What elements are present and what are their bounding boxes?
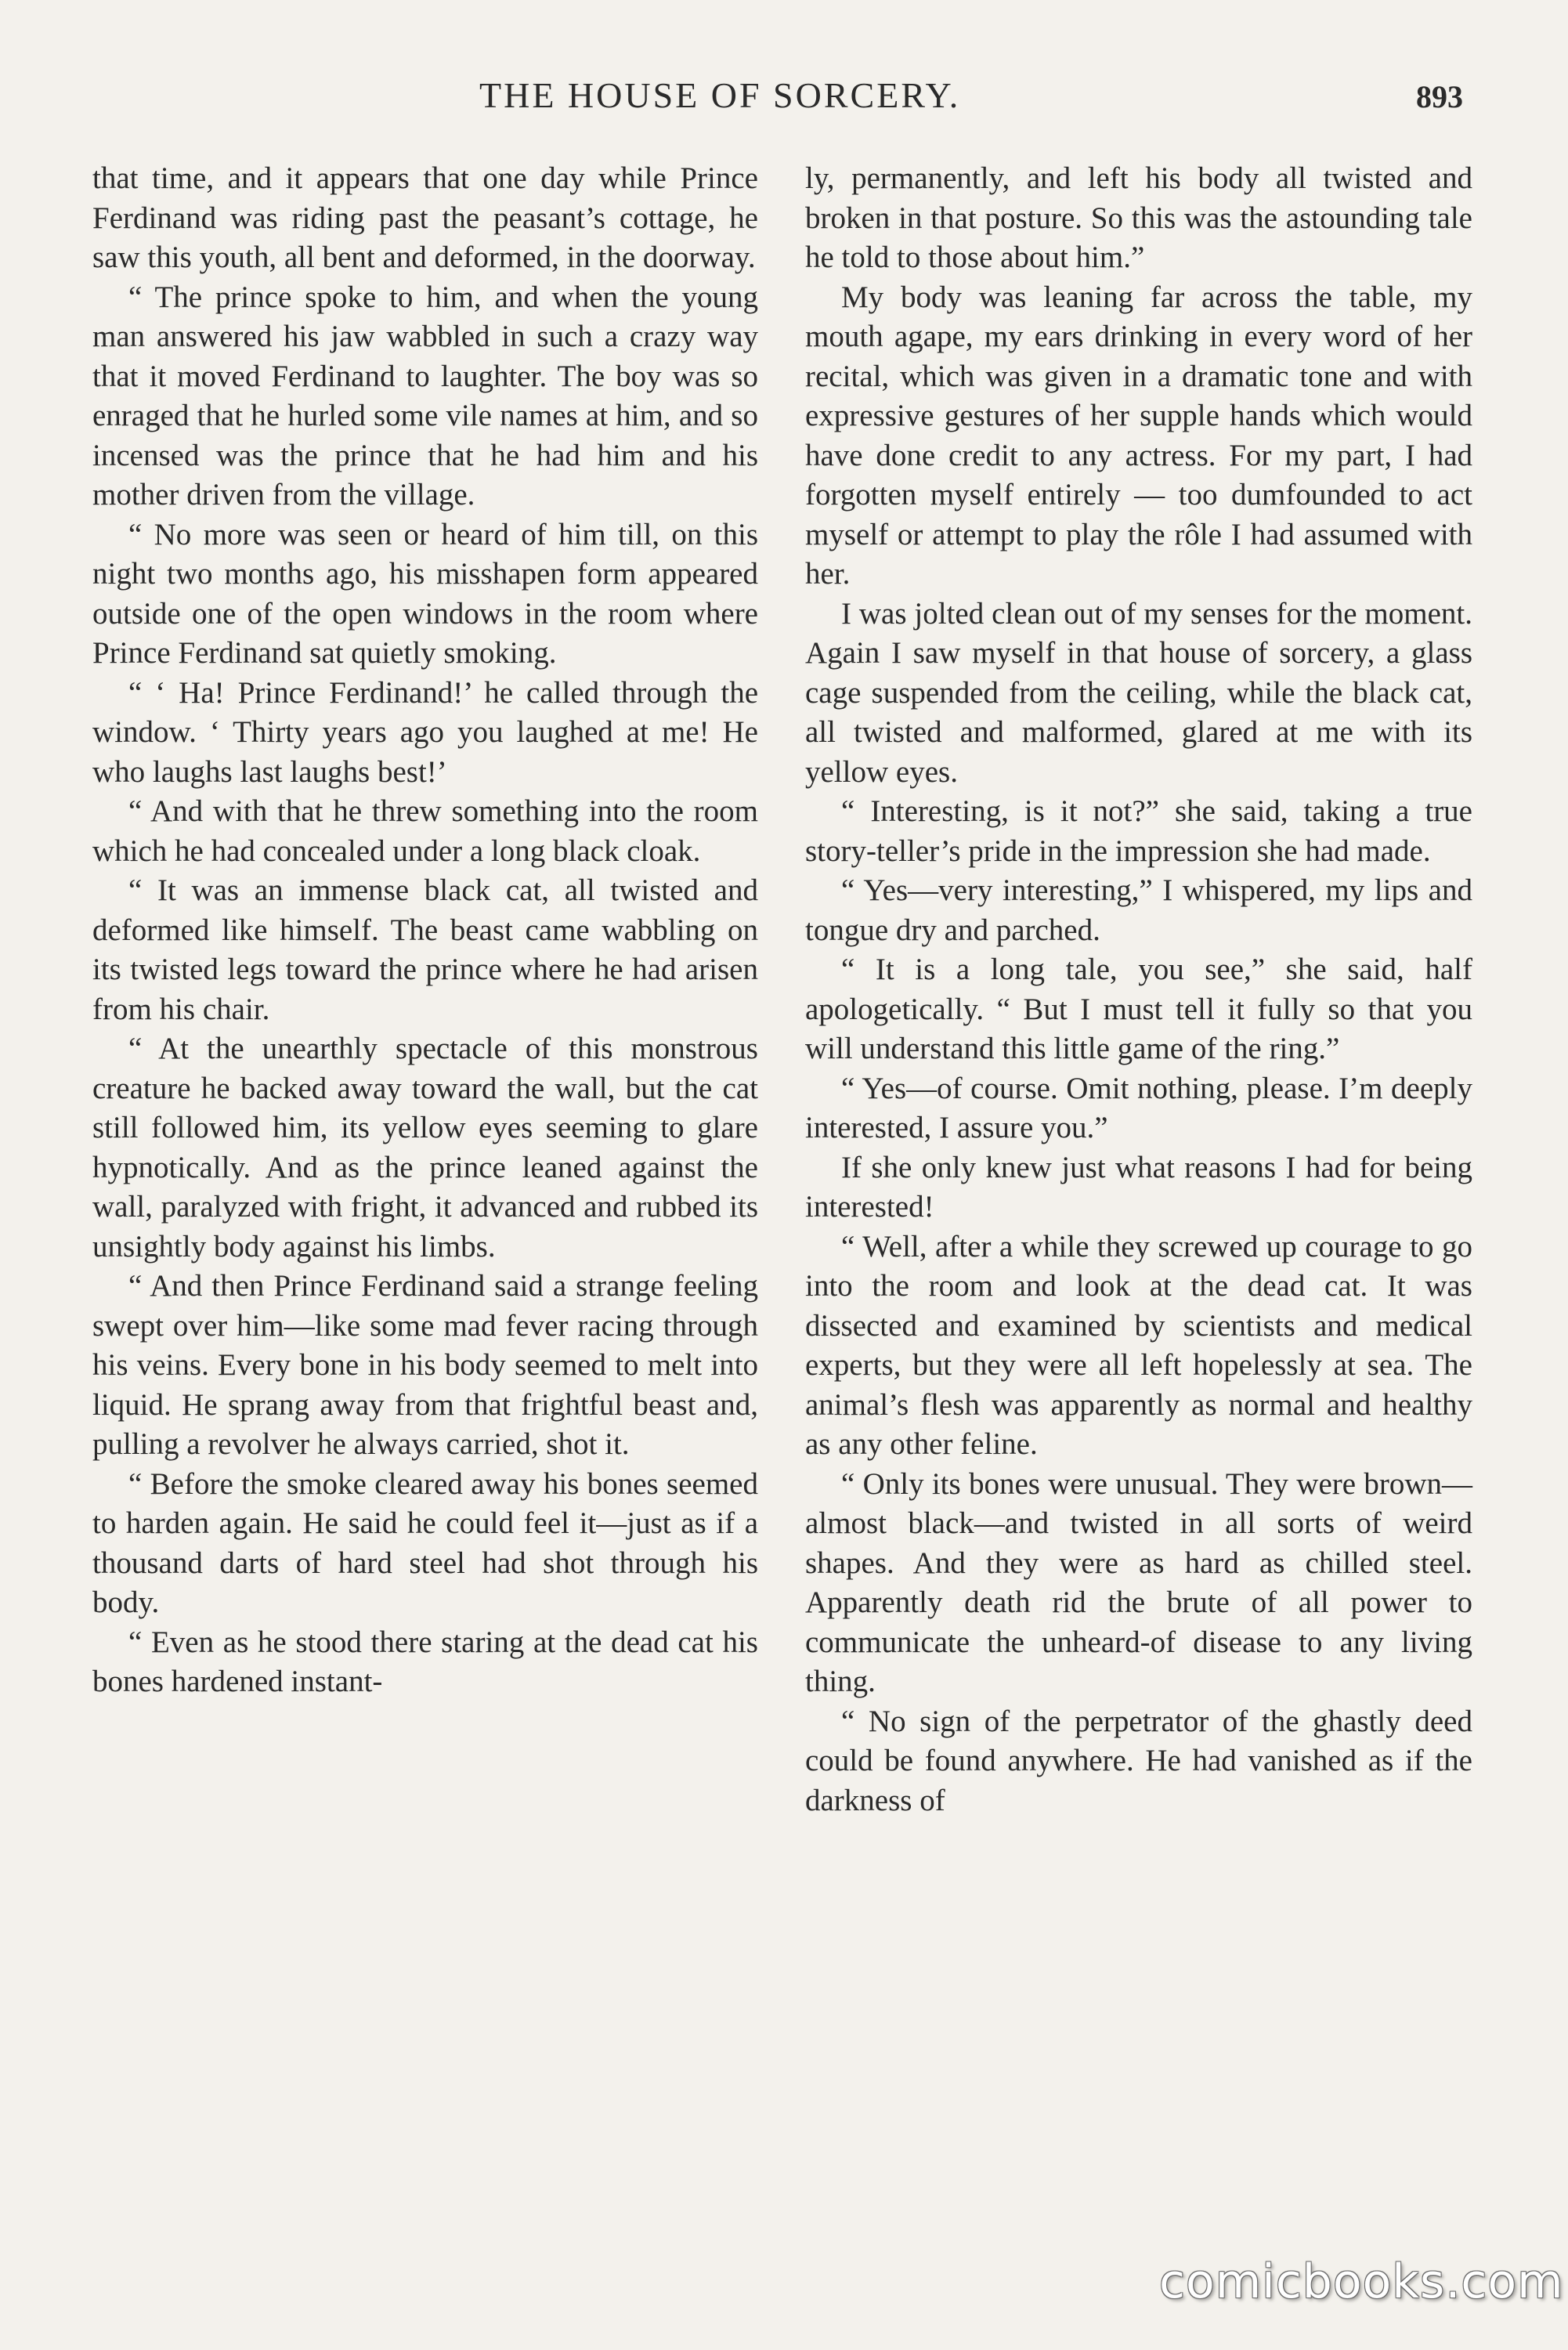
- paragraph: “ And with that he threw something into the room which he had concealed under a long black cloak.: [92, 794, 758, 868]
- paragraph: “ Yes—very interesting,” I whispered, my lips and tongue dry and parched.: [805, 873, 1472, 947]
- page-number: 893: [1416, 79, 1463, 114]
- paragraph: “ Interesting, is it not?” she said, taking a true story-teller’s pride in the impression she had made.: [805, 794, 1472, 868]
- watermark: comicbooks.com: [1159, 2254, 1564, 2309]
- paragraph: I was jolted clean out of my senses for the moment. Again I saw myself in that house of sorcery, a glass cage suspended from the ceiling, while the black cat, all twisted and malformed, glared at me with its yellow eyes.: [805, 596, 1472, 789]
- paragraph: “ The prince spoke to him, and when the young man answered his jaw wabbled in such a crazy way that it moved Ferdinand to laughter. The boy was so enraged that he hurled some vile names at him, and so incensed was the prince that he had him and his mother driven from the village.: [92, 280, 758, 512]
- paragraph: “ And then Prince Ferdinand said a strange feeling swept over him—like some mad fever racing through his veins. Every bone in his body seemed to melt into liquid. He sprang away from that frightful beast and, pulling a revolver he always carried, shot it.: [92, 1269, 758, 1461]
- running-title: THE HOUSE OF SORCERY.: [479, 75, 961, 115]
- paragraph: “ No more was seen or heard of him till, on this night two months ago, his misshapen form appeared outside one of the open windows in the room where Prince Ferdinand sat quietly smoking.: [92, 517, 758, 670]
- paragraph: “ It is a long tale, you see,” she said, half apologetically. “ But I must tell it fully so that you will understand this little game of the ring.”: [805, 953, 1472, 1065]
- paragraph: “ Well, after a while they screwed up courage to go into the room and look at the dead cat. It was dissected and examined by scientists and medical experts, but they were all left hopelessly at sea. The animal’s flesh was apparently as normal and healthy as any other feline.: [805, 1229, 1472, 1461]
- left-column: [92, 159, 758, 1702]
- paragraph: ly, permanently, and left his body all twisted and broken in that posture. So this was the astounding tale he told to those about him.”: [805, 161, 1472, 274]
- paragraph: “ Before the smoke cleared away his bones seemed to harden again. He said he could feel it—just as if a thousand darts of hard steel had shot through his body.: [92, 1466, 758, 1619]
- paragraph: “ No sign of the perpetrator of the ghastly deed could be found anywhere. He had vanished as if the darkness of: [805, 1704, 1472, 1817]
- paragraph: “ It was an immense black cat, all twisted and deformed like himself. The beast came wabbling on its twisted legs toward the prince where he had arisen from his chair.: [92, 873, 758, 1026]
- paragraph: “ ‘ Ha! Prince Ferdinand!’ he called through the window. ‘ Thirty years ago you laughed at me! He who laughs last laughs best!’: [92, 675, 758, 789]
- paragraph: that time, and it appears that one day while Prince Ferdinand was riding past the peasant’s cottage, he saw this youth, all bent and deformed, in the doorway.: [92, 161, 758, 274]
- paragraph: If she only knew just what reasons I had for being interested!: [805, 1150, 1472, 1224]
- paragraph: “ Even as he stood there staring at the dead cat his bones hardened instant-: [92, 1625, 758, 1698]
- right-column: [805, 159, 1472, 1820]
- paragraph: “ At the unearthly spectacle of this monstrous creature he backed away toward the wall, but the cat still followed him, its yellow eyes seeming to glare hypnotically. And as the prince leaned against the wall, paralyzed with fright, it advanced and rubbed its unsightly body against his limbs.: [92, 1032, 758, 1264]
- paragraph: “ Yes—of course. Omit nothing, please. I’m deeply interested, I assure you.”: [805, 1071, 1472, 1144]
- paragraph: “ Only its bones were unusual. They were brown—almost black—and twisted in all sorts of weird shapes. And they were as hard as chilled steel. Apparently death rid the brute of all power to communicate the unheard-of disease to any living thing.: [805, 1466, 1472, 1698]
- running-head: [0, 72, 1568, 127]
- paragraph: My body was leaning far across the table, my mouth agape, my ears drinking in every word of her recital, which was given in a dramatic tone and with expressive gestures of her supple hands which would have done credit to any actress. For my part, I had forgotten myself entirely — too dumfounded to act myself or attempt to play the rôle I had assumed with her.: [805, 280, 1472, 591]
